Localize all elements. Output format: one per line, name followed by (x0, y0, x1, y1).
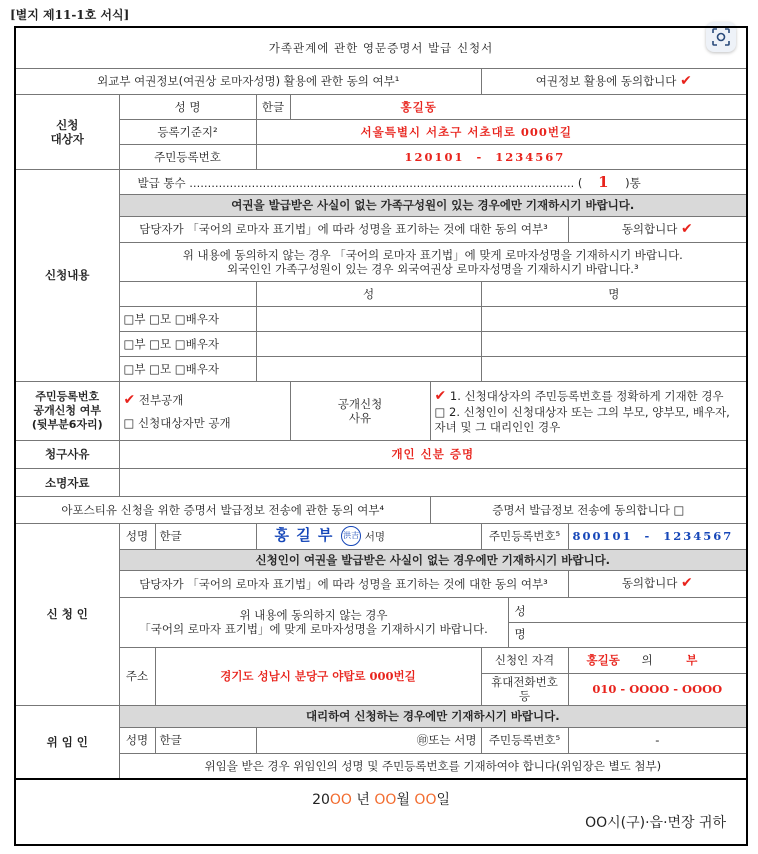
family-surname-field-3[interactable] (256, 357, 481, 382)
rrn-disclosure-label: 주민등록번호 공개신청 여부 (뒷부분6자리) (15, 382, 119, 441)
applicant-qual-rel[interactable]: 부 (686, 652, 698, 667)
applicant-surname-label: 성 (509, 600, 747, 623)
delegate-note: 위임을 받은 경우 위임인의 성명 및 주민등록번호를 기재하여야 합니다(위임장은 별도 첨부) (119, 753, 747, 779)
form-number: [별지 제11-1호 서식] (10, 8, 130, 22)
applicant-given-label: 명 (514, 626, 526, 641)
target-rrn-label: 주민등록번호 (119, 144, 256, 169)
applicant-hangul-label: 한글 (155, 523, 256, 549)
applicant-rrn-field[interactable]: 800101 - 1234567 (568, 523, 747, 549)
applicant-rrn-label: 주민등록번호⁵ (481, 523, 568, 549)
request-col-surname: 성 (256, 282, 481, 307)
rrn-disclosure-options (119, 382, 290, 441)
applicant-instruction-1: 위 내용에 동의하지 않는 경우 (239, 607, 388, 622)
applicant-roman-question: 담당자가 「국어의 로마자 표기법」에 따라 성명을 표기하는 것에 대한 동의 여부³ (119, 571, 568, 597)
delegate-sign-label[interactable]: ㊞또는 서명 (256, 727, 481, 753)
check-icon: ✔ (434, 387, 447, 404)
check-icon: ✔ (680, 72, 692, 89)
request-passport-notice: 여권을 발급받은 사실이 없는 가족구성원이 있는 경우에만 기재하시기 바랍니다. (119, 195, 747, 217)
month-field[interactable]: OO (374, 791, 397, 808)
apostille-answer[interactable]: 증명서 발급정보 전송에 동의합니다 □ (430, 497, 747, 523)
applicant-phone-label: 휴대전화번호 등 (481, 673, 568, 705)
application-form (14, 26, 748, 846)
day-field[interactable]: OO (414, 791, 437, 808)
target-name-label: 성 명 (119, 94, 256, 119)
applicant-roman-fields (508, 597, 747, 647)
claim-label: 청구사유 (15, 440, 119, 468)
family-surname-field-1[interactable] (256, 307, 481, 332)
passport-consent-answer[interactable]: 여권정보 활용에 동의합니다 ✔ (481, 68, 747, 94)
claim-field[interactable]: 개인 신분 증명 (119, 440, 747, 468)
form-title: 가족관계에 관한 영문증명서 발급 신청서 (15, 27, 747, 68)
relation-header-blank (119, 282, 256, 307)
request-roman-answer[interactable]: 동의합니다 ✔ (568, 216, 747, 242)
copies-row (119, 170, 747, 195)
relation-options-1[interactable]: □부 □모 □배우자 (119, 307, 256, 332)
target-base-label: 등록기준지² (119, 119, 256, 144)
check-icon: ✔ (681, 575, 693, 592)
applicant-phone-field[interactable]: 010 - OOOO - OOOO (568, 673, 747, 705)
delegate-hangul-label: 한글 (155, 727, 256, 753)
target-name-field[interactable]: 홍길동 (290, 94, 747, 119)
seal-stamp: 洪吉 (341, 526, 361, 546)
request-roman-question: 담당자가 「국어의 로마자 표기법」에 따라 성명을 표기하는 것에 대한 동의 여부³ (119, 216, 568, 242)
applicant-roman-answer[interactable]: 동의합니다 ✔ (568, 571, 747, 597)
family-given-field-2[interactable] (481, 332, 747, 357)
target-section-label: 신청 대상자 (15, 94, 119, 169)
target-rrn-field[interactable]: 120101 - 1234567 (256, 144, 747, 169)
check-icon: ✔ (681, 220, 693, 237)
applicant-qual-name[interactable]: 홍길동 (586, 652, 620, 667)
copies-field[interactable]: 1 (598, 172, 610, 191)
delegate-notice: 대리하여 신청하는 경우에만 기재하시기 바랍니다. (119, 706, 747, 728)
footer-date: 20OO 년 OO월 OO일 (312, 791, 450, 808)
copies-unit: )통 (625, 175, 641, 190)
disclosure-reason-label: 공개신청 사유 (290, 382, 430, 441)
request-instructions (119, 242, 747, 281)
copies-dots: …………………………………………………………………………………………… (189, 176, 575, 190)
footer (15, 779, 747, 845)
apostille-question: 아포스티유 신청을 위한 증명서 발급정보 전송에 관한 동의 여부⁴ (15, 497, 430, 523)
applicant-addr-field[interactable]: 경기도 성남시 분당구 야탑로 000번길 (155, 647, 481, 705)
request-col-given: 명 (481, 282, 747, 307)
family-given-field-3[interactable] (481, 357, 747, 382)
request-section-label: 신청내용 (15, 170, 119, 382)
disclose-all-option[interactable]: ✔ 전부공개 (123, 391, 184, 408)
applicant-instructions (119, 597, 508, 647)
disclosure-reasons (430, 382, 747, 441)
applicant-name-cell[interactable] (256, 523, 481, 549)
relation-options-3[interactable]: □부 □모 □배우자 (119, 357, 256, 382)
family-given-field-1[interactable] (481, 307, 747, 332)
applicant-qual-of: 의 (641, 652, 653, 667)
request-instruction-2: 외국인인 가족구성원이 있는 경우 외국여권상 로마자성명을 기재하시기 바랍니다.³ (227, 261, 639, 276)
year-field[interactable]: OO (329, 791, 352, 808)
evidence-field[interactable] (119, 469, 747, 497)
check-icon: ✔ (123, 391, 136, 408)
applicant-section-label: 신 청 인 (15, 523, 119, 705)
copies-label: 발급 통수 (137, 175, 186, 190)
sign-suffix: 서명 (364, 530, 386, 543)
delegate-section-label: 위 임 인 (15, 706, 119, 780)
applicant-instruction-2: 「국어의 로마자 표기법」에 맞게 로마자성명을 기재하시기 바랍니다. (139, 622, 488, 637)
delegate-name-label: 성명 (119, 727, 155, 753)
applicant-qual-label: 신청인 자격 (481, 647, 568, 673)
applicant-name-field[interactable]: 홍 길 부 (274, 525, 334, 544)
evidence-label: 소명자료 (15, 469, 119, 497)
reason-2-option[interactable]: □ 2. 신청인이 신청대상자 또는 그의 부모, 양부모, 배우자, 자녀 및 그 대리인인 경우 (434, 405, 730, 434)
request-instruction-1: 위 내용에 동의하지 않는 경우 「국어의 로마자 표기법」에 맞게 로마자성명을 기재하시기 바랍니다. (182, 247, 683, 262)
applicant-name-label: 성명 (119, 523, 155, 549)
target-hangul-label: 한글 (256, 94, 290, 119)
footer-recipient: OO시(구)·읍·면장 귀하 (585, 815, 727, 832)
target-base-field[interactable]: 서울특별시 서초구 서초대로 000번길 (256, 119, 747, 144)
applicant-passport-notice: 신청인이 여권을 발급받은 사실이 없는 경우에만 기재하시기 바랍니다. (119, 549, 747, 571)
delegate-rrn-field[interactable]: - (568, 727, 747, 753)
family-surname-field-2[interactable] (256, 332, 481, 357)
delegate-rrn-label: 주민등록번호⁵ (481, 727, 568, 753)
reason-1-option[interactable]: ✔ 1. 신청대상자의 주민등록번호를 정확하게 기재한 경우 (434, 387, 724, 404)
relation-options-2[interactable]: □부 □모 □배우자 (119, 332, 256, 357)
copies-open: ( (577, 175, 583, 190)
disclose-self-option[interactable]: □ 신청대상자만 공개 (123, 416, 231, 431)
passport-consent-question: 외교부 여권정보(여권상 로마자성명) 활용에 관한 동의 여부¹ (15, 68, 481, 94)
applicant-qual-cell[interactable] (568, 647, 747, 673)
applicant-addr-label: 주소 (119, 647, 155, 705)
